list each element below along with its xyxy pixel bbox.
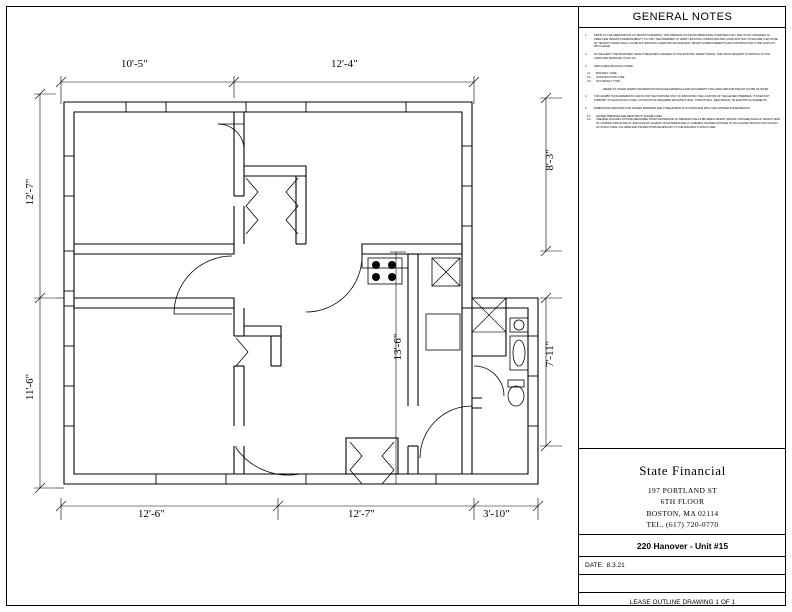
date-value: 8.3.21 [606, 562, 625, 569]
dim-top-right: 12'-4" [331, 58, 358, 70]
note-item [585, 65, 780, 69]
address-line: BOSTON, MA 02114 [646, 508, 719, 518]
floor-plan [6, 6, 578, 606]
dim-bottom-mid: 12'-7" [348, 508, 375, 520]
note-number: 5. [585, 106, 588, 110]
company-address [579, 485, 786, 530]
note-number: 1. [585, 34, 588, 37]
note-item [585, 34, 780, 49]
dim-interior-vertical: 13'-6" [392, 333, 404, 361]
subnote-number: 3.3. [587, 79, 592, 83]
sheet-title: LEASE OUTLINE DRAWING 1 OF 1 [579, 592, 786, 612]
dim-left-upper: 12'-7" [24, 178, 36, 206]
address-line: 197 PORTLAND ST [647, 486, 718, 495]
subnote-text: OCCUPANCY TYPE: [596, 79, 621, 83]
subnote-text: CONSTRUCTION TYPE: [596, 76, 626, 79]
dim-bottom-right: 3'-10" [483, 508, 510, 520]
subnote-text: LEASED PREMISES ARE DENOTED IN SHADED AREA. [596, 114, 663, 118]
company-block [579, 448, 786, 534]
date-row [579, 556, 786, 574]
note-number: 4. [585, 95, 588, 99]
dim-left-lower: 11'-6" [24, 373, 36, 401]
note-text: IN THE EVENT THE PROPOSED TENANT REQUIRES CHANGES TO THE EXISTING TENANT SPACE, THEY MUST REQUEST IN WRITING TO THE LANDLORD APPROVAL TO DO SO. [594, 53, 770, 60]
date-label: DATE: [585, 562, 604, 569]
dim-right-lower: 7'-11" [544, 340, 556, 368]
address-line: TEL. (617) 720-0770 [646, 519, 719, 529]
title-block [578, 6, 786, 606]
note-text: APPLICABLE BUILDING CODES: [594, 64, 634, 68]
subnote-item [585, 118, 780, 129]
note-text: THIS EXHIBIT IS DIAGRAMMATIC AND IS FOR THE PURPOSE ONLY OF INDICATING THE LOCATION OF THE LEASED PREMISES. IT DOES NOT PURPORT TO SHOW EXACT FINAL LOCATIONS OF REQUIRED ARCHITECTURAL, STRUCTURAL, MECHANICAL OR ELECTRICAL ELEMENTS. [594, 95, 770, 102]
subnote-number: 5.2. [587, 118, 592, 122]
note-number: 2. [585, 53, 588, 56]
note-refer-text: REFER TO OTHER TENANT INFORMATION PACKAGE MATERIALS AND DOCUMENTS FOR LANDLORD AND TENANT SCOPE OF WORK. [603, 87, 770, 91]
project-title: 220 Hanover - Unit #15 [579, 534, 786, 556]
general-notes-header: GENERAL NOTES [579, 6, 786, 28]
note-text: PRIOR TO THE PREPARATION OF TENANT'S DRAWING, THIS DRAWING IS FOR INFORMATIONAL PURPOSES ONLY AND IS NOT INTENDED TO PRECLUDE TENANT'S RESPONSIBILITY TO VISIT THE PREMISES TO VERIFY EXISTING CONDITIONS AND CONSTRUCTION TO ENSURE THAT NONE OF TENANT'S WORK SHALL CAUSE ANY EXISTING LANDLORD OR ADJACENT TENANT'S IMPROVEMENTS AND CONSTRUCTION TO BE CONFLICT WITH LEASE. [594, 34, 778, 49]
revision-row [579, 574, 786, 592]
dim-bottom-left: 12'-6" [138, 508, 165, 520]
note-item [585, 107, 780, 111]
company-name: State Financial [639, 463, 726, 478]
note-text: DIMENSIONS INDICATED FOR LEASED PREMISES ARE IN MEASURED IN ACCORDANCE WITH THE CRITERIA STATED BELOW: [594, 106, 751, 110]
subnote-item [585, 80, 780, 84]
subnote-number: 3.1. [587, 72, 592, 76]
subnote-number: 5.1. [587, 114, 592, 118]
note-number: 3. [585, 64, 588, 68]
address-line: 6TH FLOOR [660, 497, 705, 507]
subnote-number: 3.2. [587, 76, 592, 79]
subnote-text: USEABLE SQUARE FOOTAGE MEASURED FROM CENTERLINE OF DEMISING WALLS BETWEEN TENANT SPACES, FINISHED FACE OF TENANT SIDE OF COMMON SPACE WALLS, AND FACE OF GLAZING ON EXTERIOR WALLS. USEABLE SQUARE FOOTAGE IS CALCULATED WITHOUT EXCLUSION OF STRUCTURAL COLUMNS AND PROJECTIONS NECESSARY TO THE BUILDING'S STRUCTURE. [596, 118, 780, 129]
general-notes-list [579, 28, 786, 448]
dim-top-left: 10'-5" [121, 58, 148, 70]
dim-right-upper: 8'-3" [544, 149, 556, 171]
note-item [585, 95, 780, 103]
note-item [585, 53, 780, 61]
subnote-text: BUILDING CODE: [596, 72, 618, 76]
